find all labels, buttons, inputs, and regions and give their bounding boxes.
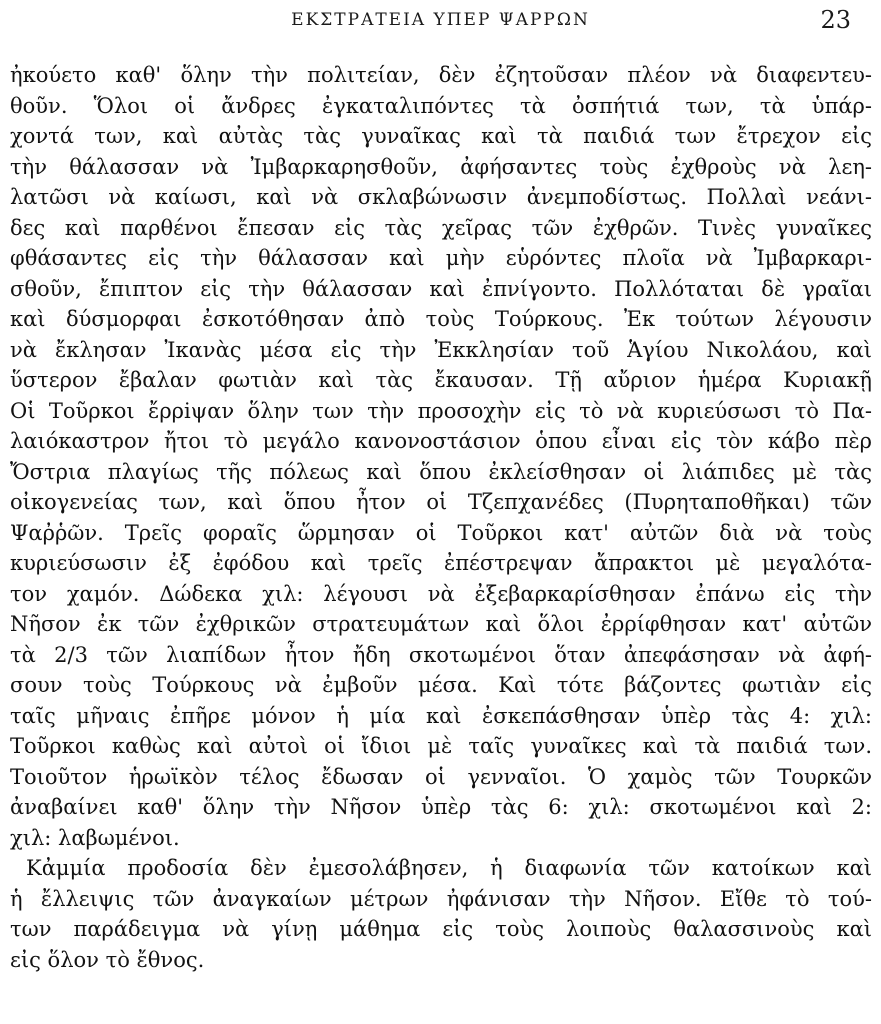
body-text (10, 60, 872, 975)
text-line: κυριεύσωσιν ἐξ ἐφόδου καὶ τρεῖς ἐπέστρεψαν ἄπρακτοι μὲ μεγαλότα- (10, 551, 872, 575)
text-line: Νῆσον ἐκ τῶν ἐχθρικῶν στρατευμάτων καὶ ὅλοι ἐρρίφθησαν κατ' αὐτῶν (10, 612, 872, 636)
text-line: λατῶσι νὰ καίωσι, καὶ νὰ σκλαβώνωσιν ἀνεμποδίστως. Πολλαὶ νεάνι- (10, 185, 872, 209)
text-line: φθάσαντες εἰς τὴν θάλασσαν καὶ μὴν εὑρόντες πλοῖα νὰ Ἰμβαρκαρι- (10, 246, 872, 270)
text-line: θοῦν. Ὅλοι οἱ ἄνδρες ἐγκαταλιπόντες τὰ ὀσπήτιά των, τὰ ὑπάρ- (10, 93, 872, 118)
text-line: λαιόκαστρον ἤτοι τὸ μεγάλο κανονοστάσιον ὁπου εἶναι εἰς τὸν κάβο πὲρ (10, 429, 872, 453)
text-line: εἰς ὅλον τὸ ἔθνος. (10, 947, 205, 972)
text-line: ἡ ἔλλειψις τῶν ἀναγκαίων μέτρων ἠφάνισαν τὴν Νῆσον. Εἴθε τὸ τού- (10, 886, 872, 911)
text-line: τὴν θάλασσαν νὰ Ἰμβαρκαρησθοῦν, ἀφήσαντες τοὺς ἐχθροὺς νὰ λεη- (10, 154, 872, 179)
text-line: Ψαῤῥῶν. Τρεῖς φοραῖς ὥρμησαν οἱ Τοῦρκοι κατ' αὐτῶν διὰ νὰ τοὺς (10, 520, 872, 545)
text-line: σθοῦν, ἔπιπτον εἰς τὴν θάλασσαν καὶ ἐπνίγοντο. Πολλόταται δὲ γραῖαι (10, 276, 872, 301)
text-line: ταῖς μῆναις ἐπῆρε μόνον ἡ μία καὶ ἐσκεπάσθησαν ὑπὲρ τὰς 4: χιλ: (10, 703, 872, 728)
paragraph (10, 60, 872, 853)
text-line: δες καὶ παρθένοι ἔπεσαν εἰς τὰς χεῖρας τῶν ἐχθρῶν. Τινὲς γυναῖκες (10, 215, 872, 240)
text-line: καὶ δύσμορφαι ἐσκοτόθησαν ἀπὸ τοὺς Τούρκους. Ἐκ τούτων λέγουσιν (10, 307, 872, 331)
text-line: χιλ: λαβωμένοι. (10, 825, 180, 850)
text-line: σουν τοὺς Τούρκους νὰ ἐμβοῦν μέσα. Καὶ τότε βάζοντες φωτιὰν εἰς (10, 673, 872, 697)
text-line: νὰ ἔκλησαν Ἰκανὰς μέσα εἰς τὴν Ἐκκλησίαν τοῦ Ἁγίου Νικολάου, καὶ (10, 337, 872, 362)
text-line: των παράδειγμα νὰ γίνῃ μάθημα εἰς τοὺς λοιποὺς θαλασσινοὺς καὶ (10, 917, 872, 941)
page-number: 23 (820, 6, 851, 34)
text-line: Τοῦρκοι καθὼς καὶ αὐτοὶ οἱ ἴδιοι μὲ ταῖς γυναῖκες καὶ τὰ παιδιά των. (10, 734, 872, 758)
text-line: Οἱ Τοῦρκοι ἔρρiψαν ὅλην των τὴν προσοχὴν εἰς τὸ νὰ κυριεύσωσι τὸ Πα- (10, 398, 872, 423)
text-line: ἠκούετο καθ' ὅλην τὴν πολιτείαν, δὲν ἐζητοῦσαν πλέον νὰ διαφεντευ- (10, 63, 872, 87)
text-line: Τοιοῦτον ἡρωϊκὸν τέλος ἔδωσαν οἱ γενναῖοι. Ὁ χαμὸς τῶν Τουρκῶν (10, 764, 872, 789)
text-line: ἀναβαίνει καθ' ὅλην τὴν Νῆσον ὑπὲρ τὰς 6: χιλ: σκοτωμένοι καὶ 2: (10, 795, 872, 819)
text-line: τὰ 2/3 τῶν λιαπίδων ἦτον ἤδη σκοτωμένοι ὅταν ἀπεφάσησαν νὰ ἀφή- (10, 642, 872, 667)
running-title: ΕΚΣΤΡΑΤΕΙΑ ΥΠΕΡ ΨΑΡΡΩΝ (291, 10, 590, 30)
text-line: τον χαμόν. Δώδεκα χιλ: λέγουσι νὰ ἐξεβαρκαρίσθησαν ἐπάνω εἰς τὴν (10, 581, 872, 606)
text-line: χοντά των, καὶ αὐτὰς τὰς γυναῖκας καὶ τὰ παιδιά των ἔτρεχον εἰς (10, 124, 872, 148)
text-line: ὕστερον ἔβαλαν φωτιὰν καὶ τὰς ἔκαυσαν. Τῇ αὔριον ἡμέρα Κυριακῇ (10, 368, 872, 392)
paragraph (10, 853, 872, 975)
text-line: Ὄστρια πλαγίως τῆς πόλεως καὶ ὅπου ἐκλείσθησαν οἱ λιάπιδες μὲ τὰς (10, 459, 872, 484)
text-line: Κἀμμία προδοσία δὲν ἐμεσολάβησεν, ἡ διαφωνία τῶν κατοίκων καὶ (26, 856, 872, 880)
text-line: οἰκογενείας των, καὶ ὅπου ἦτον οἱ Τζεπχανέδες (Πυρηταποθῆκαι) τῶν (10, 490, 872, 514)
page-header (0, 6, 881, 38)
